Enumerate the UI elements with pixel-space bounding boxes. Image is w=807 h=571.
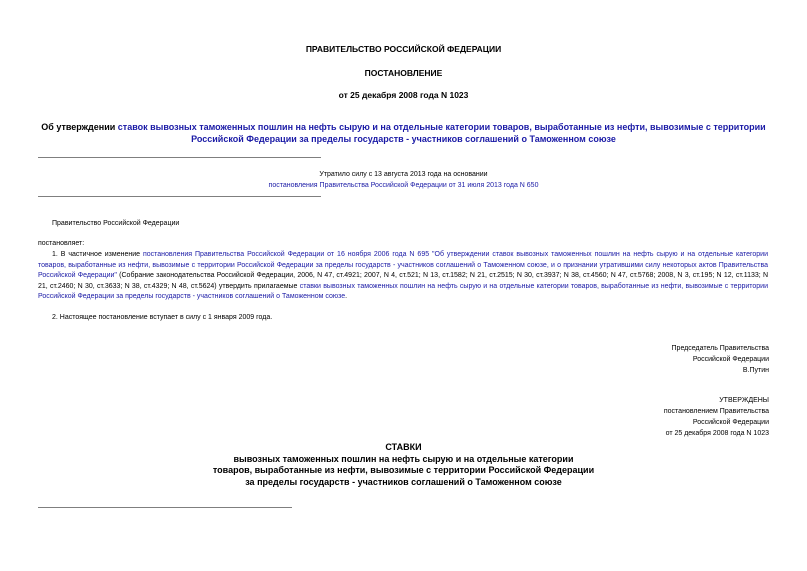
rates-heading: СТАВКИ (385, 442, 422, 452)
rates-line2: товаров, выработанные из нефти, вывозимые с территории Российской Федерации (212, 465, 595, 475)
title-link-part1[interactable]: ставок вывозных таможенных пошлин на нефть сырую и на отдельные категории товаров, выработанные из нефти, вывозимые с территории (117, 122, 766, 132)
rates-line3: за пределы государств - участников соглашений о Таможенном союзе (245, 476, 562, 487)
p1-link-decree-695[interactable]: постановления Правительства Российской Федерации от 16 ноября 2006 года N 695 "Об утверждении ставок вывозных таможенных пошлин на нефть сырую и на отдельные категории товаров, выработанные из нефти, вывозимые с территории Российской Федерации за пределы государств - участников соглашений о Таможенном союзе, и о признании утратившими силу некоторых актов Правительства Российской Федерации" (38, 251, 768, 280)
approval-line1: УТВЕРЖДЕНЫ (719, 397, 769, 404)
approval-line4: от 25 декабря 2008 года N 1023 (665, 430, 769, 437)
signature-line2: Российской Федерации (692, 356, 769, 363)
document-date-number: от 25 декабря 2008 года N 1023 (338, 90, 469, 100)
document-type: ПОСТАНОВЛЕНИЕ (364, 68, 443, 78)
title-link-part2[interactable]: Российской Федерации за пределы государств - участников соглашений о Таможенном союзе (191, 134, 616, 144)
divider-bottom (38, 507, 292, 508)
divider-status (38, 196, 321, 197)
document-title (0, 121, 807, 145)
divider-top (38, 157, 321, 158)
p1-start: 1. В частичное изменение (52, 251, 143, 258)
paragraph-1 (38, 250, 768, 303)
approval-line3: Российской Федерации (692, 419, 769, 426)
government-heading: ПРАВИТЕЛЬСТВО РОССИЙСКОЙ ФЕДЕРАЦИИ (305, 44, 502, 54)
status-link[interactable]: постановления Правительства Российской Федерации от 31 июля 2013 года N 650 (268, 182, 539, 189)
p1-middle: (Собрание законодательства Российской Федерации, 2006, N 47, ст.4921; 2007, N 4, ст.521; N 13, ст.1582; N 21, ст.2515; N 30, ст.3937; N 38, ст.4560; N 47, ст.5768; 2008, N 3, ст.195; N 12, ст.1133; N 21, ст.2460; N 30, ст.3633; N 38, ст.4329; N 48, ст.5624) утвердить прилагаемые (38, 272, 769, 290)
signature-block (672, 343, 769, 376)
signature-line1: Председатель Правительства (671, 345, 769, 352)
approval-block (664, 395, 769, 439)
intro-text: Правительство Российской Федерации (52, 220, 180, 227)
status-line1: Утратило силу с 13 августа 2013 года на основании (319, 171, 488, 178)
status-line2 (0, 181, 807, 190)
title-prefix: Об утверждении (41, 122, 118, 132)
paragraph-2: 2. Настоящее постановление вступает в силу с 1 января 2009 года. (52, 314, 273, 321)
p1-link-rates[interactable]: ставки вывозных таможенных пошлин на нефть сырую и на отдельные категории товаров, выработанные из нефти, вывозимые с территории Российской Федерации за пределы государств - участников соглашений о Таможенном союзе (38, 282, 768, 301)
approval-line2: постановлением Правительства (663, 408, 769, 415)
rates-line1: вывозных таможенных пошлин на нефть сырую и на отдельные категории (233, 453, 574, 464)
decrees-text: постановляет: (38, 240, 85, 247)
signature-line3: В.Путин (742, 367, 769, 374)
p1-end: . (345, 293, 348, 301)
rates-heading-block (0, 442, 807, 488)
